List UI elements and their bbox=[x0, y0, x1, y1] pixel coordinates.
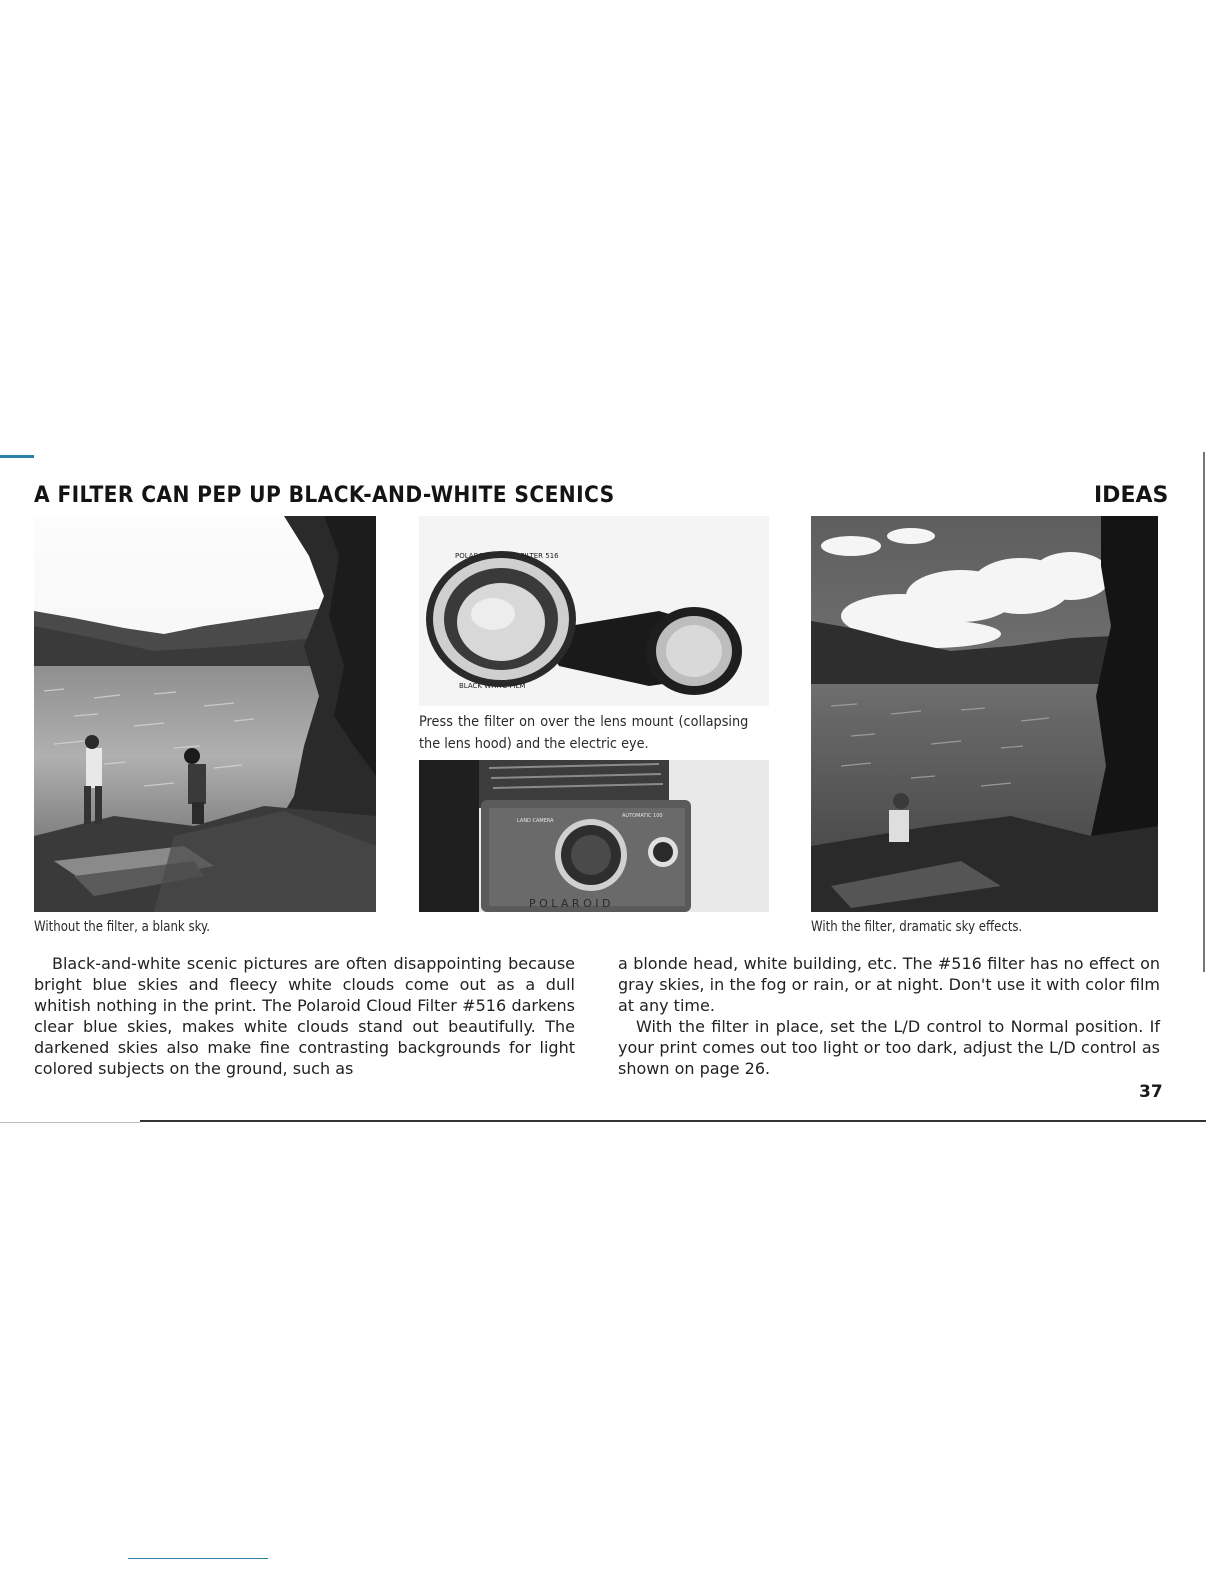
camera-label: LAND CAMERA bbox=[517, 818, 554, 824]
corner-mark bbox=[0, 455, 34, 458]
faint-rule bbox=[0, 1122, 140, 1123]
section-label: IDEAS bbox=[1094, 483, 1169, 508]
page-title: A FILTER CAN PEP UP BLACK-AND-WHITE SCENICS bbox=[34, 483, 615, 508]
filter-ring-text: POLAROID CLOUD FILTER 516 bbox=[455, 552, 559, 560]
photo-filter bbox=[419, 516, 769, 706]
page-edge bbox=[1203, 452, 1205, 972]
photo-camera bbox=[419, 760, 769, 912]
footer-mark bbox=[128, 1558, 268, 1559]
paragraph: Black-and-white scenic pictures are often disappointing because bright blue skies and fleecy white clouds come out as a dull whitish nothing in the print. The Polaroid Cloud Filter #516 darkens clear blue skies, makes white clouds stand out beautifully. The darkened skies also make fine contrasting backgrounds for light colored subjects on the ground, such as bbox=[34, 954, 575, 1078]
bottom-rule bbox=[140, 1120, 1206, 1122]
page-number: 37 bbox=[1139, 1082, 1163, 1102]
body-right-column bbox=[618, 953, 1160, 1079]
caption-without-filter: Without the filter, a blank sky. bbox=[34, 919, 210, 935]
photo-without-filter bbox=[34, 516, 376, 912]
brand-label: P O L A R O I D bbox=[529, 897, 611, 910]
photo-with-filter bbox=[811, 516, 1158, 912]
caption-filter: Press the filter on over the lens mount (collapsing the lens hood) and the electric eye. bbox=[419, 714, 749, 752]
model-label: AUTOMATIC 100 bbox=[622, 813, 663, 819]
paragraph: a blonde head, white building, etc. The #516 filter has no effect on gray skies, in the fog or rain, or at night. Don't use it with color film at any time. bbox=[618, 954, 1160, 1015]
body-left-column bbox=[34, 953, 575, 1079]
filter-ring-text-2: BLACK WHITE FILM bbox=[459, 682, 526, 690]
paragraph: With the filter in place, set the L/D control to Normal position. If your print comes out too light or too dark, adjust the L/D control as shown on page 26. bbox=[618, 1017, 1160, 1078]
caption-with-filter: With the filter, dramatic sky effects. bbox=[811, 919, 1023, 935]
